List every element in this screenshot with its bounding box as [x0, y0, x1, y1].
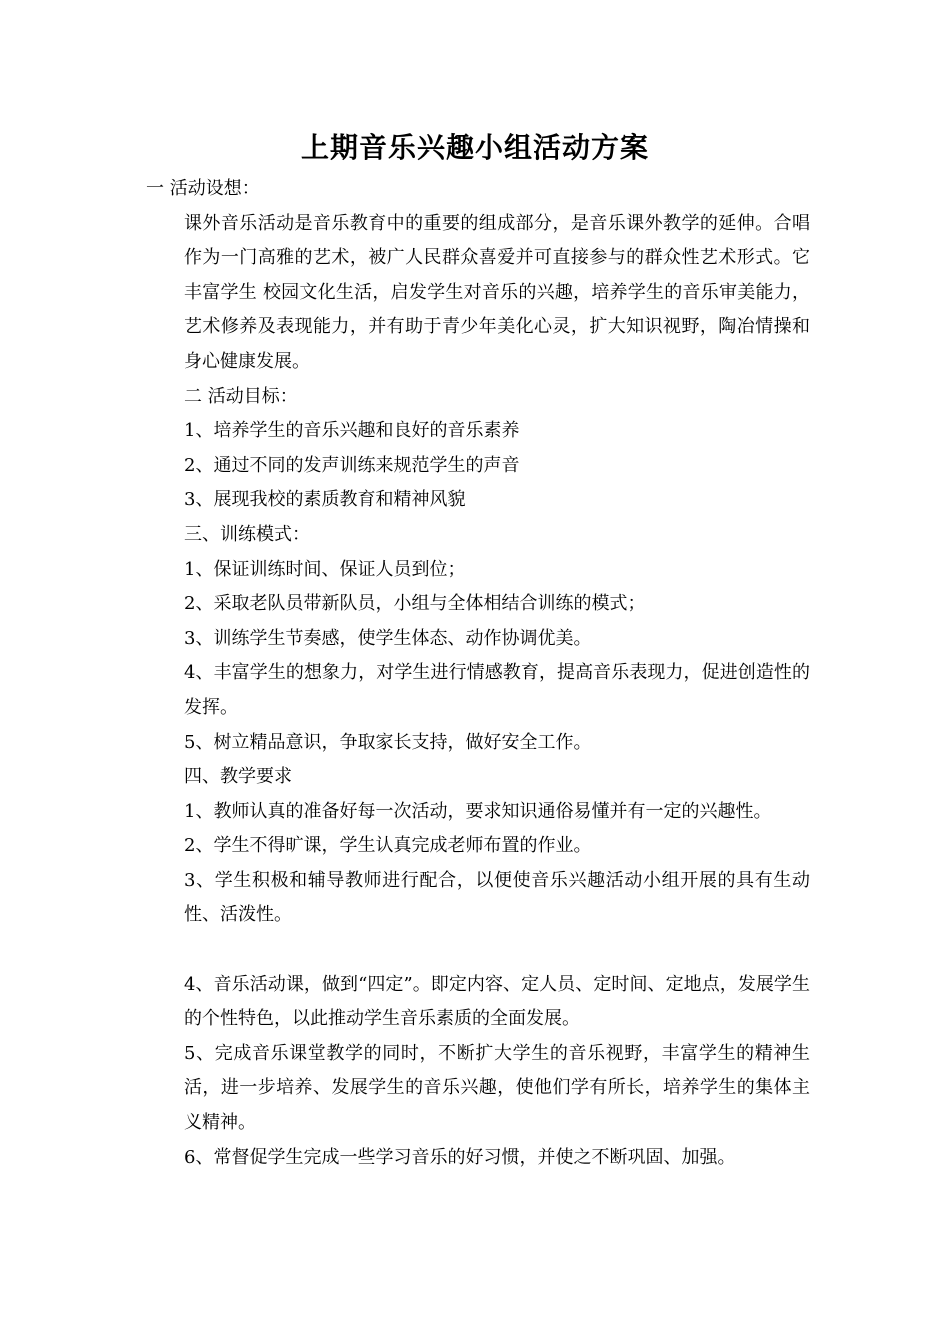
document-body [146, 172, 810, 1175]
section-2-item: 3、展现我校的素质教育和精神风貌 [184, 489, 466, 511]
section-2-item: 1、培养学生的音乐兴趣和良好的音乐素养 [184, 420, 520, 442]
section-4-item: 1、教师认真的准备好每一次活动，要求知识通俗易懂并有一定的兴趣性。 [184, 800, 772, 822]
section-4-item: 4、音乐活动课，做到“四定”。即定内容、定人员、定时间、定地点，发展学生的个性特色，以此推动学生音乐素质的全面发展。 [184, 973, 810, 1030]
document-title: 上期音乐兴趣小组活动方案 [300, 131, 649, 164]
section-4-heading: 四、教学要求 [184, 766, 292, 788]
section-2-item: 2、通过不同的发声训练来规范学生的声音 [184, 454, 520, 476]
section-3-item: 1、保证训练时间、保证人员到位； [184, 558, 466, 580]
section-3-item: 3、训练学生节奏感，使学生体态、动作协调优美。 [184, 627, 592, 649]
blank-line [146, 933, 810, 968]
section-3-item: 5、树立精品意识，争取家长支持，做好安全工作。 [184, 731, 592, 753]
section-4-item: 3、学生积极和辅导教师进行配合，以便使音乐兴趣活动小组开展的具有生动性、活泼性。 [184, 869, 810, 926]
section-2-heading: 二 活动目标： [184, 385, 298, 407]
section-4-item: 5、完成音乐课堂教学的同时，不断扩大学生的音乐视野，丰富学生的精神生活，进一步培养、发展学生的音乐兴趣，使他们学有所长，培养学生的集体主义精神。 [184, 1042, 810, 1134]
section-4-item: 2、学生不得旷课，学生认真完成老师布置的作业。 [184, 835, 592, 857]
section-4-item: 6、常督促学生完成一些学习音乐的好习惯，并使之不断巩固、加强。 [184, 1146, 736, 1168]
section-3-heading: 三、训练模式： [184, 523, 310, 545]
section-1-paragraph: 课外音乐活动是音乐教育中的重要的组成部分，是音乐课外教学的延伸。合唱作为一门高雅的艺术，被广人民群众喜爱并可直接参与的群众性艺术形式。它丰富学生 校园文化生活，启发学生对音乐的兴趣，培养学生的音乐审美能力，艺术修养及表现能力，并有助于青少年美化心灵，扩大知识视野，陶冶情操和身心健康发展。 [184, 212, 810, 372]
section-1-heading: 一 活动设想： [146, 178, 260, 199]
section-3-item: 2、采取老队员带新队员，小组与全体相结合训练的模式； [184, 593, 646, 615]
section-3-item: 4、丰富学生的想象力，对学生进行情感教育，提高音乐表现力，促进创造性的发挥。 [184, 662, 810, 718]
